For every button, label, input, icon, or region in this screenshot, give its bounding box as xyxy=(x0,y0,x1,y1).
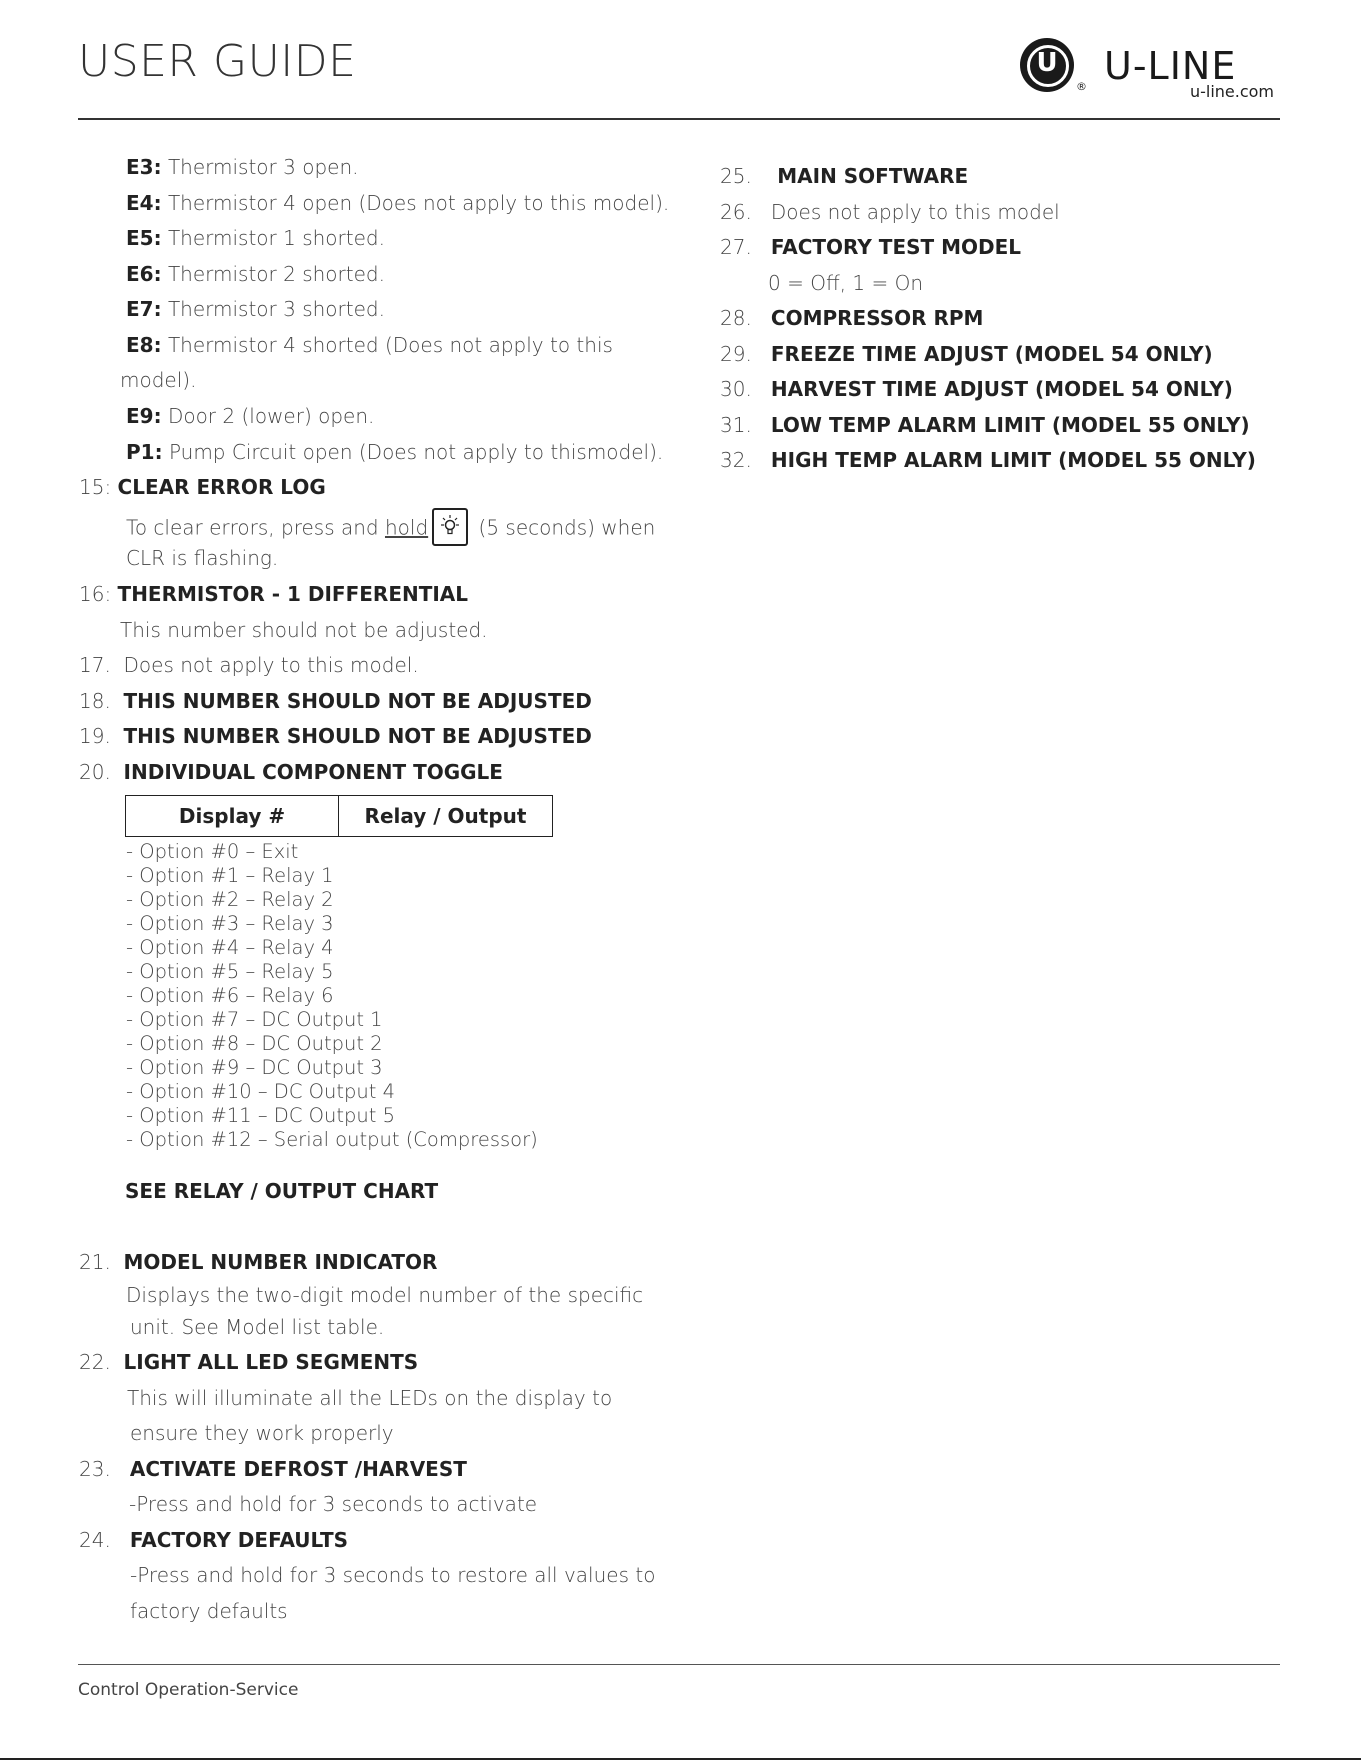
option-item: - Option #12 – Serial output (Compressor) xyxy=(126,1128,538,1151)
item-16-heading: 16: THERMISTOR - 1 DIFFERENTIAL xyxy=(79,582,469,606)
option-item: - Option #10 – DC Output 4 xyxy=(126,1080,395,1103)
option-item: - Option #7 – DC Output 1 xyxy=(126,1008,383,1031)
error-e8-cont: model). xyxy=(120,368,197,392)
error-e9: E9: Door 2 (lower) open. xyxy=(126,404,375,428)
footer-section-label: Control Operation-Service xyxy=(78,1680,299,1700)
error-p1: P1: Pump Circuit open (Does not apply to thismodel). xyxy=(126,440,664,464)
page-edge-line xyxy=(0,1758,1361,1760)
item-27-text: 0 = Off, 1 = On xyxy=(768,271,924,295)
table-header-relay: Relay / Output xyxy=(339,796,553,837)
option-item: - Option #8 – DC Output 2 xyxy=(126,1032,383,1055)
item-24-text: -Press and hold for 3 seconds to restore all values to xyxy=(130,1563,656,1587)
logo-mark-icon: U xyxy=(1020,38,1074,92)
error-e3: E3: Thermistor 3 open. xyxy=(126,155,359,179)
option-item: - Option #6 – Relay 6 xyxy=(126,984,334,1007)
item-15-text: To clear errors, press and hold (5 seconds) when xyxy=(126,510,655,548)
header-divider xyxy=(78,118,1280,120)
relay-output-table xyxy=(125,795,553,837)
option-item: - Option #1 – Relay 1 xyxy=(126,864,334,887)
see-relay-chart-note: SEE RELAY / OUTPUT CHART xyxy=(125,1179,439,1203)
item-23-text: -Press and hold for 3 seconds to activate xyxy=(129,1492,538,1516)
error-e7: E7: Thermistor 3 shorted. xyxy=(126,297,385,321)
option-item: - Option #11 – DC Output 5 xyxy=(126,1104,395,1127)
item-23-heading: 23. ACTIVATE DEFROST /HARVEST xyxy=(79,1457,467,1481)
error-e5: E5: Thermistor 1 shorted. xyxy=(126,226,385,250)
item-17: 17. Does not apply to this model. xyxy=(79,653,419,677)
item-24-heading: 24. FACTORY DEFAULTS xyxy=(79,1528,349,1552)
item-19: 19. THIS NUMBER SHOULD NOT BE ADJUSTED xyxy=(79,724,592,748)
item-21-text: Displays the two-digit model number of the specific xyxy=(126,1283,644,1307)
option-item: - Option #0 – Exit xyxy=(126,840,299,863)
brand-logo xyxy=(1020,38,1280,102)
option-item: - Option #2 – Relay 2 xyxy=(126,888,334,911)
item-30: 30. HARVEST TIME ADJUST (MODEL 54 ONLY) xyxy=(720,377,1233,401)
option-item: - Option #9 – DC Output 3 xyxy=(126,1056,383,1079)
item-22-text-cont: ensure they work properly xyxy=(130,1421,394,1445)
registered-mark: ® xyxy=(1076,80,1087,93)
logo-url: u-line.com xyxy=(1189,82,1274,101)
item-32: 32. HIGH TEMP ALARM LIMIT (MODEL 55 ONLY) xyxy=(720,448,1256,472)
item-28: 28. COMPRESSOR RPM xyxy=(720,306,984,330)
error-e6: E6: Thermistor 2 shorted. xyxy=(126,262,385,286)
item-21-text-cont: unit. See Model list table. xyxy=(130,1315,385,1339)
table-header-display: Display # xyxy=(126,796,339,837)
item-15-text-cont: CLR is flashing. xyxy=(126,546,279,570)
item-24-text-cont: factory defaults xyxy=(130,1599,288,1623)
item-15-heading: 15: CLEAR ERROR LOG xyxy=(79,475,326,499)
item-29: 29. FREEZE TIME ADJUST (MODEL 54 ONLY) xyxy=(720,342,1213,366)
item-27-heading: 27. FACTORY TEST MODEL xyxy=(720,235,1022,259)
item-25: 25. MAIN SOFTWARE xyxy=(720,164,969,188)
error-e8: E8: Thermistor 4 shorted (Does not apply to this xyxy=(126,333,613,357)
item-22-text: This will illuminate all the LEDs on the display to xyxy=(127,1386,613,1410)
item-21-heading: 21. MODEL NUMBER INDICATOR xyxy=(79,1250,438,1274)
light-bulb-icon xyxy=(432,508,468,546)
page-title: USER GUIDE xyxy=(78,36,357,87)
item-26: 26. Does not apply to this model xyxy=(720,200,1060,224)
option-item: - Option #5 – Relay 5 xyxy=(126,960,334,983)
item-20: 20. INDIVIDUAL COMPONENT TOGGLE xyxy=(79,760,503,784)
option-item: - Option #3 – Relay 3 xyxy=(126,912,334,935)
item-18: 18. THIS NUMBER SHOULD NOT BE ADJUSTED xyxy=(79,689,592,713)
error-e4: E4: Thermistor 4 open (Does not apply to this model). xyxy=(126,191,670,215)
item-22-heading: 22. LIGHT ALL LED SEGMENTS xyxy=(79,1350,419,1374)
item-31: 31. LOW TEMP ALARM LIMIT (MODEL 55 ONLY) xyxy=(720,413,1250,437)
option-item: - Option #4 – Relay 4 xyxy=(126,936,334,959)
footer-divider xyxy=(78,1664,1280,1665)
item-16-text: This number should not be adjusted. xyxy=(120,618,488,642)
logo-wordmark: U-LINE xyxy=(1104,44,1237,88)
